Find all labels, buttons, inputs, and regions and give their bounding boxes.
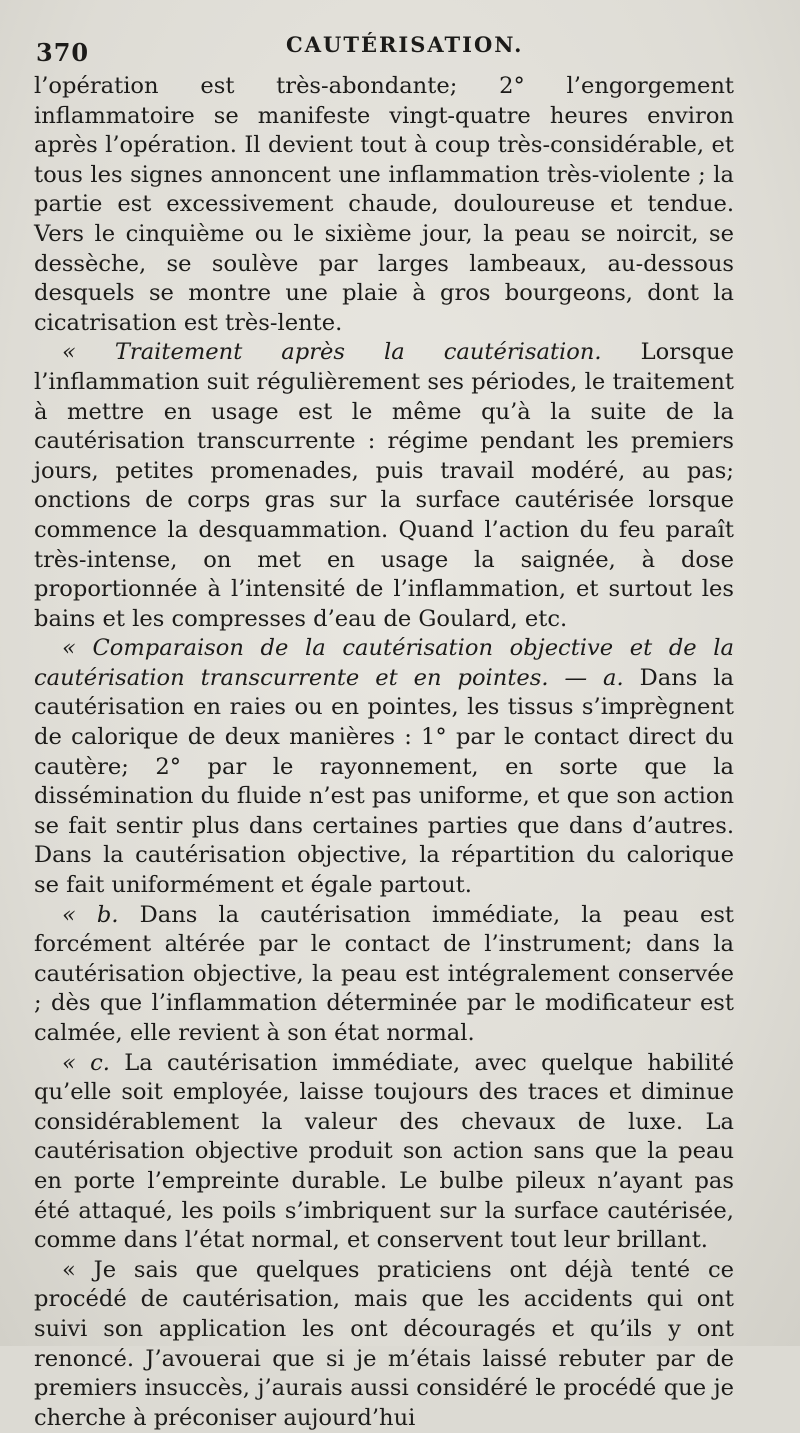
paragraph-5 <box>34 1049 734 1256</box>
paragraph-lead: « Traitement après la cautérisation. <box>62 339 602 366</box>
paragraph-text: Dans la cautérisation en raies ou en pointes, les tissus s’imprègnent de calorique de deux manières : 1° par le contact direct du cautère; 2° par le rayonnement, en sorte que la dissémination du fluide n’est pas uniforme, et que son action se fait sentir plus dans certaines parties que dans d’autres. Dans la cautérisation objective, la répartition du calorique se fait uniformément et égale partout. <box>34 664 734 899</box>
paragraph-text: Lorsque l’inflammation suit régulièrement ses périodes, le traitement à mettre en usage est le même qu’à la suite de la cautérisation transcurrente : régime pendant les premiers jours, petites promenades, puis travail modéré, au pas; onctions de corps gras sur la surface cautérisée lorsque commence la desquammation. Quand l’action du feu paraît très-intense, on met en usage la saignée, à dose proportionnée à l’intensité de l’inflammation, et surtout les bains et les compresses d’eau de Goulard, etc. <box>34 339 734 632</box>
running-title: CAUTÉRISATION. <box>286 32 524 57</box>
paragraph-lead: « Comparaison de la cautérisation objective et de la cautérisation transcurrente et en pointes. — a. <box>34 635 734 691</box>
paragraph-lead: « c. <box>62 1049 110 1076</box>
paragraph-6 <box>34 1256 734 1433</box>
body-text <box>34 72 734 1433</box>
paragraph-lead: « Je <box>62 1256 117 1283</box>
paragraph-1 <box>34 72 734 338</box>
paragraph-text: Dans la cautérisation immédiate, la peau est forcément altérée par le contact de l’instrument; dans la cautérisation objective, la peau est intégralement conservée ; dès que l’inflammation déterminée par le modificateur est calmée, elle revient à son état normal. <box>34 901 734 1046</box>
page-number: 370 <box>36 38 90 67</box>
paragraph-text: La cautérisation immédiate, avec quelque habilité qu’elle soit employée, laisse toujours des traces et diminue considérablement la valeur des chevaux de luxe. La cautérisation objective produit son action sans que la peau en porte l’empreinte durable. Le bulbe pileux n’ayant pas été attaqué, les poils s’imbriquent sur la surface cautérisée, comme dans l’état normal, et conservent tout leur brillant. <box>34 1049 734 1254</box>
paragraph-lead: « b. <box>62 901 119 928</box>
paragraph-2 <box>34 338 734 634</box>
page-header <box>36 30 734 70</box>
paragraph-4 <box>34 901 734 1049</box>
paragraph-text: l’opération est très-abondante; 2° l’engorgement inflammatoire se manifeste vingt-quatre heures environ après l’opération. Il devient tout à coup très-considérable, et tous les signes annoncent une inflammation très-violente ; la partie est excessivement chaude, douloureuse et tendue. Vers le cinquième ou le sixième jour, la peau se noircit, se dessèche, se soulève par larges lambeaux, au-dessous desquels se montre une plaie à gros bourgeons, dont la cicatrisation est très-lente. <box>34 73 734 336</box>
paragraph-3 <box>34 634 734 900</box>
paragraph-text: sais que quelques praticiens ont déjà tenté ce procédé de cautérisation, mais que les accidents qui ont suivi son application les ont découragés et qu’ils y ont renoncé. J’avouerai que si je m’étais laissé rebuter par de premiers insuccès, j’aurais aussi considéré le procédé que je cherche à préconiser aujourd’hui <box>34 1256 734 1431</box>
